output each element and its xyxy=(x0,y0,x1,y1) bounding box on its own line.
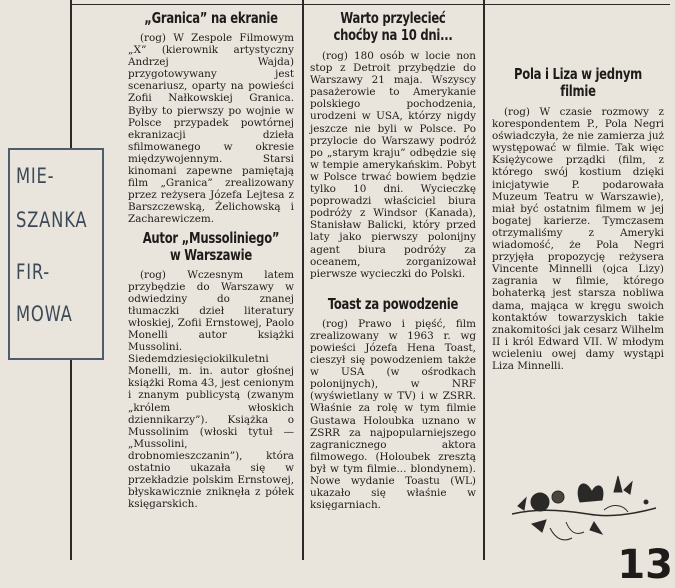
column-3 xyxy=(492,10,664,372)
article-title-toast: Toast za powodzenie xyxy=(327,294,459,313)
column-rule-2 xyxy=(483,0,485,560)
article-body-warto: (rog) 180 osób w locie non stop z Detroit przybędzie do Warszawy 21 maja. Wszyscy pasażerowie to Amerykanie polskiego pochodzenia, urodzeni w USA, którzy nigdy jeszcze nie byli w Polsce. Po przylocie do Warszawy podróż po „starym kraju” odbędzie się w tempie amerykańskim. Pobyt w Polsce trwać bowiem będzie tylko 10 dni. Wycieczkę poprowadzi właściciel biura podróży z Windsor (Kanada), Stanisław Balicki, który przed laty jako pierwszy polonijny agent biura podróży za oceanem, zorganizował pierwsze wycieczki do Polski. xyxy=(310,50,476,280)
article-title-mussolini: Autor „Mussoliniego” w Warszawie xyxy=(142,228,280,264)
section-label-line-2: SZANKA xyxy=(16,208,88,232)
article-body-toast: (rog) Prawo i pięść, film zrealizowany w 1963 r. wg powieści Józefa Hena Toast, cieszył się powodzeniem także w USA (w ośrodkach polonijnych), w NRF (wyświetlany w TV) i w ZSRR. Właśnie za rolę w tym filmie Gustawa Holoubka uznano w ZSRR za najpopularniejszego zagranicznego aktora filmowego. (Holoubek zresztą był w tym filmie... blondynem). Nowe wydanie Toastu (WL) ukazało się właśnie w księgarniach. xyxy=(310,317,476,512)
column-2 xyxy=(310,10,476,511)
page-number: 13 xyxy=(617,542,673,588)
floral-ornament-illustration xyxy=(506,462,666,552)
article-body-granica: (rog) W Zespole Filmowym „X” (kierownik artystyczny Andrzej Wajda) przygotowywany jest scenariusz, oparty na powieści Zofii Nałkowskiej Granica. Byłby to pierwszy po wojnie w Polsce przypadek powtórnej ekranizacji dzieła sfilmowanego w okresie międzywojennym. Starsi kinomani zapewne pamiętają film „Granica” zrealizowany przez reżysera Józefa Lejtesa z Barszczewską, Żelichowską i Zacharewiczem. xyxy=(128,32,294,226)
top-rule xyxy=(70,4,670,5)
column-rule-1 xyxy=(302,0,304,560)
column-1 xyxy=(128,10,294,510)
article-title-warto: Warto przylecieć choćby na 10 dni... xyxy=(333,9,453,44)
section-label-line-1: MIE- xyxy=(16,164,55,188)
article-body-mussolini: (rog) Wczesnym latem przybędzie do Warszawy w odwiedziny do znanej tłumaczki dzieł literatury włoskiej, Zofii Ernstowej, Paolo Monelli autor książki Mussolini. Siedemdziesięciokilkuletni Monelli, m. in. autor głośnej książki Roma 43, jest cenionym i znanym publicystą (zwanym „królem włoskich dziennikarzy”). Książka o Mussolinim (włoski tytuł — „Mussolini, drobnomieszczanin”), która ostatnio ukazała się w przekładzie polskim Ernstowej, błyskawicznie zniknęła z półek księgarskich. xyxy=(128,268,294,511)
section-label-line-4: MOWA xyxy=(16,302,73,326)
article-title-pola: Pola i Liza w jednym filmie xyxy=(513,65,643,100)
section-label-line-3: FIR- xyxy=(16,260,51,284)
section-label-box xyxy=(8,148,104,360)
article-title-granica: „Granica” na ekranie xyxy=(144,9,278,27)
article-body-pola: (rog) W czasie rozmowy z korespondentem P., Pola Negri oświadczyła, że nie zamierza już występować w filmie. Tak więc Księżycowe prządki (film, z którego swój kostium dzięki inicjatywie P. podarowała Muzeum Teatru w Warszawie), miał być ostatnim filmem w jej bogatej karierze. Tymczasem otrzymaliśmy z Ameryki wiadomość, że Pola Negri przyjęła propozycję reżysera Vincente Minnelli (ojca Lizy) zagrania w filmie, którego bohaterką jest starsza nobliwa dama, mająca w kręgu swoich kontaktów towarzyskich takie znakomitości jak cesarz Wilhelm II i król Edward VII. W młodym wcieleniu owej damy wystąpi Liza Minnelli. xyxy=(492,106,664,372)
